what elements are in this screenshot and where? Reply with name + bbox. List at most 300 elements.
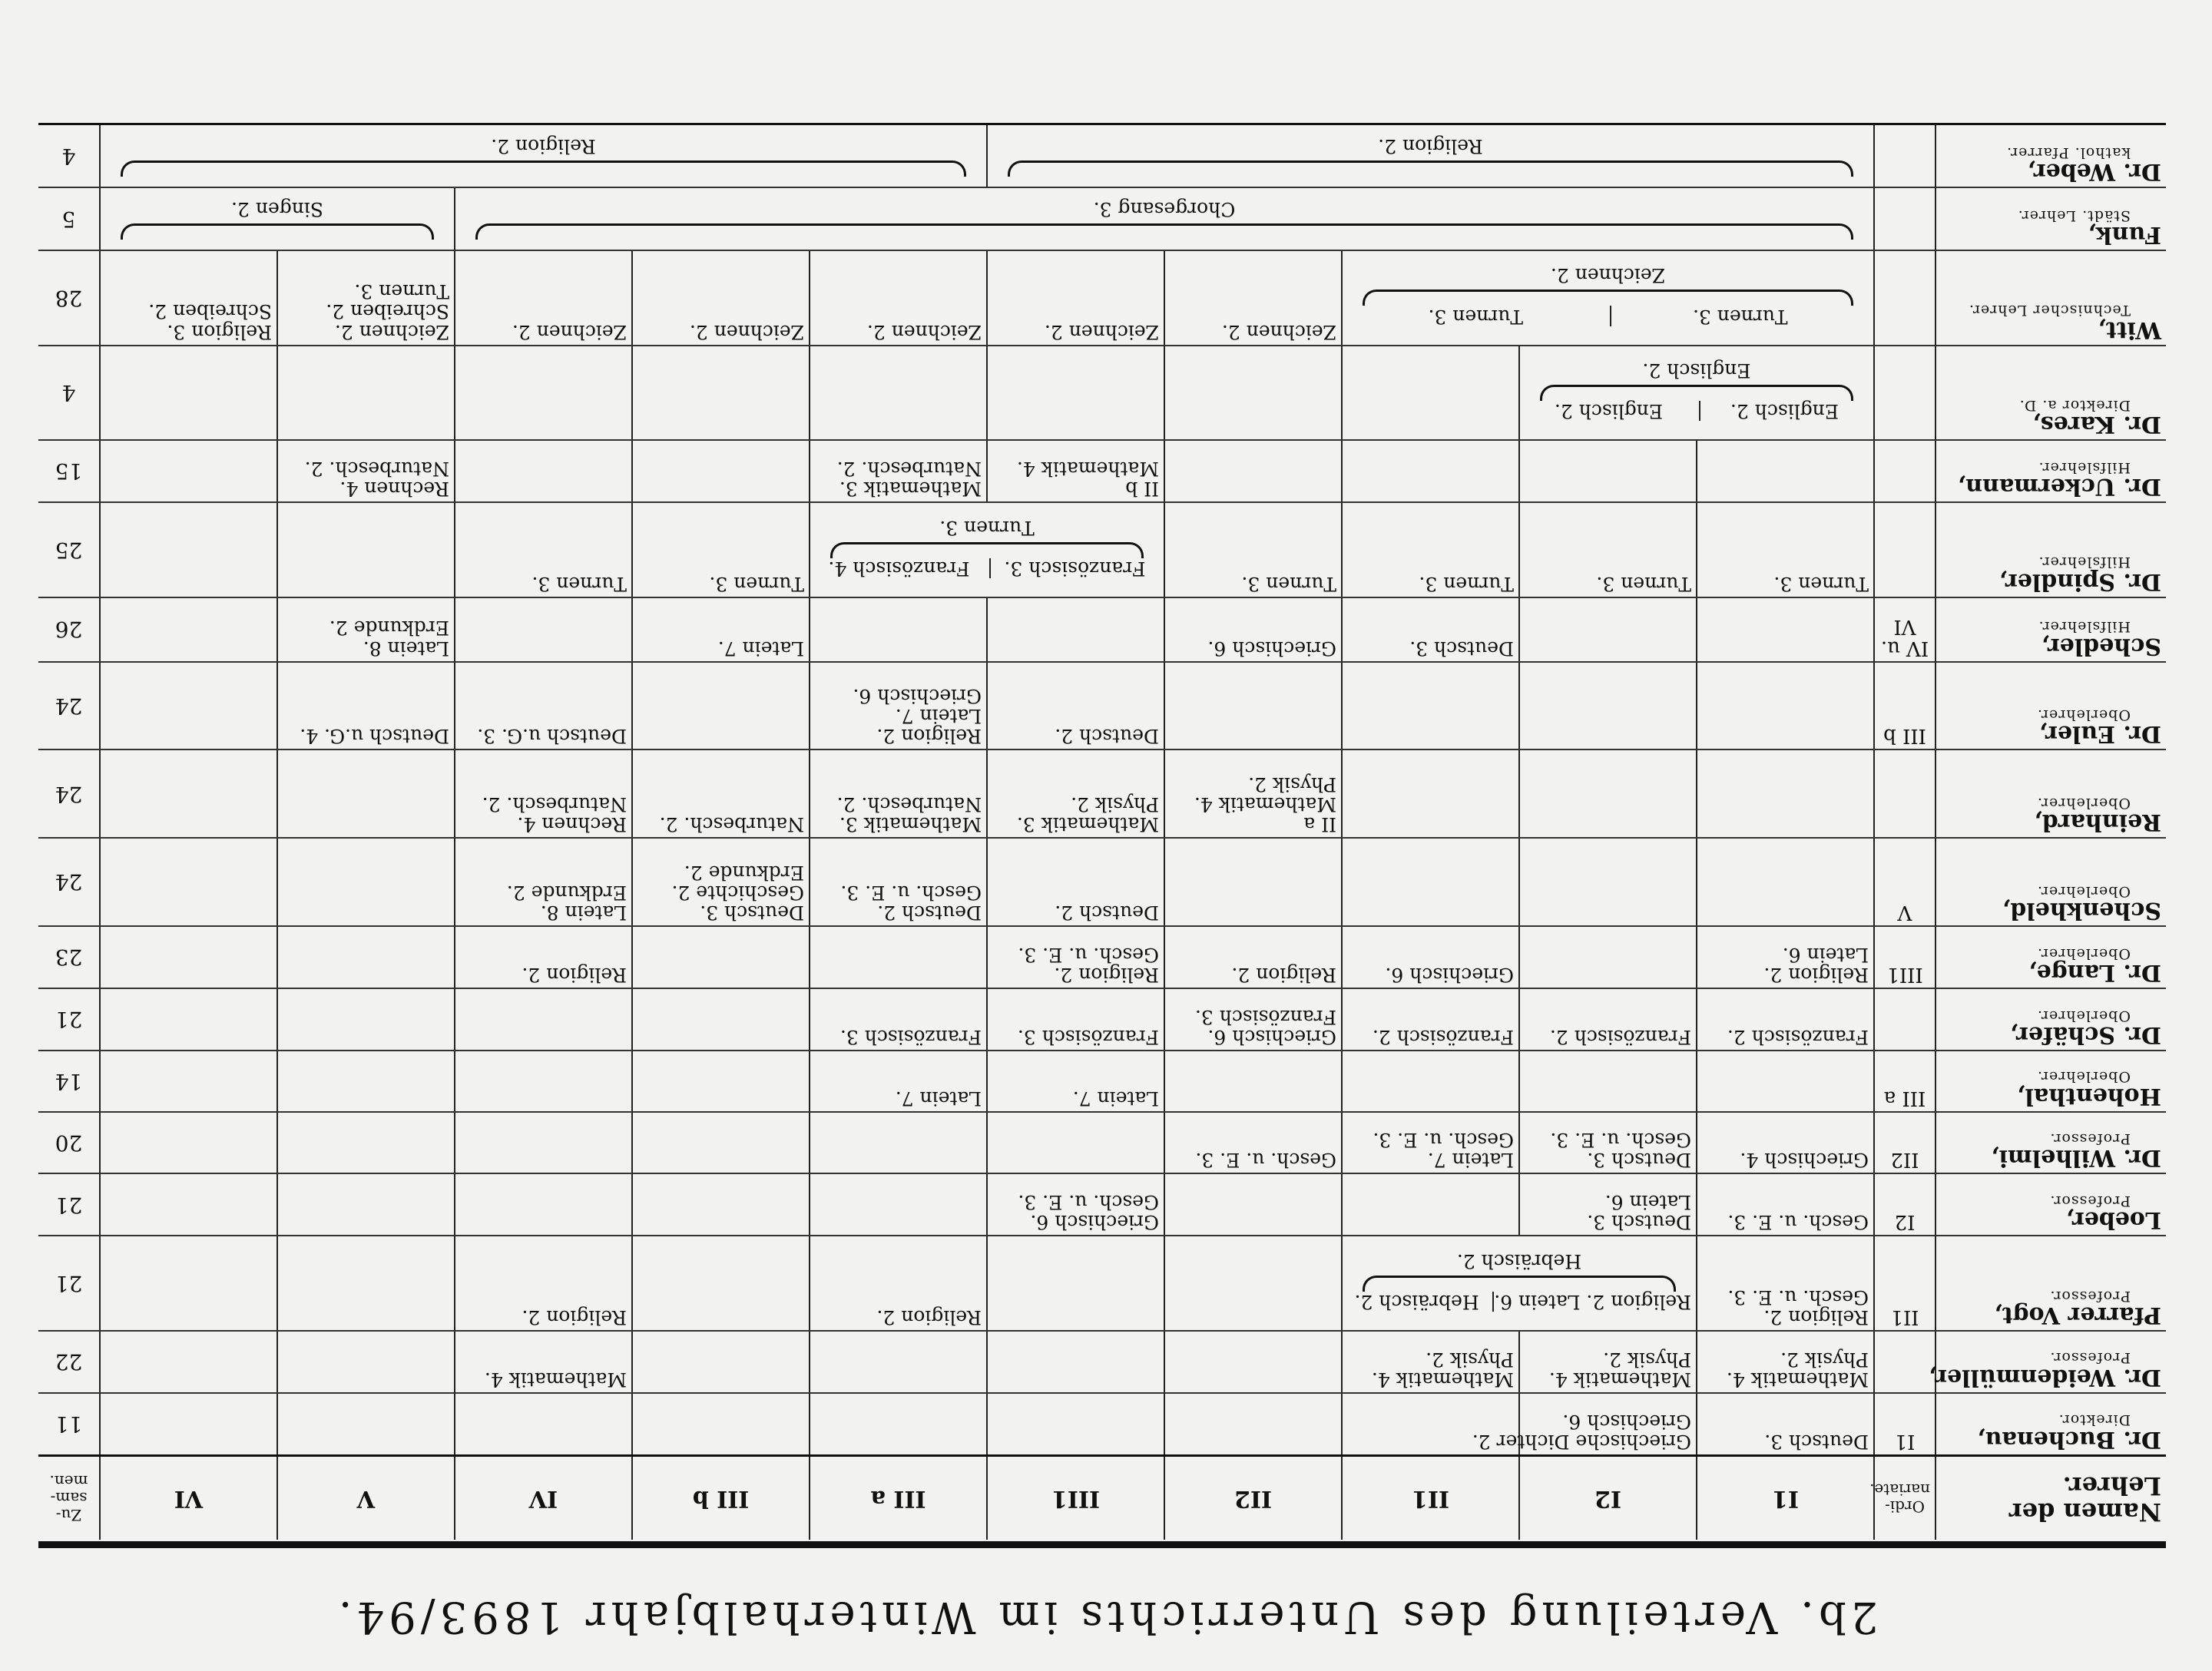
teacher-cell [1936,988,2166,1051]
lesson-cell [1342,597,1519,662]
column-header-ordinariate: Ordi- nariate. [1874,1456,1936,1540]
spanned-lesson-label: Turnen 3. [939,516,1035,539]
spanned-lesson [1342,250,1874,346]
cell-entry: Gesch. u. E. 3. [1550,1129,1691,1152]
cell-entry: Deutsch 2. [1055,902,1159,925]
lesson-cell [1697,1393,1874,1456]
teacher-row [38,124,2166,188]
teacher-row [38,988,2166,1051]
lesson-cell [277,838,455,926]
ordinariate-cell: III b [1874,662,1936,750]
cell-entry: Turnen 3. [1773,572,1869,595]
lesson-cell [100,749,277,838]
total-hours: 21 [38,988,100,1051]
cell-entry: Englisch 2. [1525,401,1700,421]
lesson-cell [455,597,632,662]
brace-mark [1363,290,1853,306]
lesson-cell [100,988,277,1051]
teacher-name: Dr. Lange, [2028,959,2161,987]
cell-entry: Latein 6. [1782,943,1869,966]
lesson-cell [810,597,987,662]
brace-mark [475,223,1853,240]
cell-entry: Zeichnen 2. [512,320,627,343]
lesson-cell [632,250,810,346]
column-header-class: III1 [987,1456,1164,1540]
cell-entry: Turnen 3. [1596,572,1691,595]
brace-mark [121,223,434,240]
cell-entry: Rechnen 4. [517,813,627,836]
lesson-cell [632,502,810,597]
lesson-cell [1519,838,1697,926]
ordinariate-cell [1874,749,1936,838]
cell-entry: Griechisch 4. [1740,1149,1869,1172]
cell-entry: Latein 8. [540,902,627,925]
cell-entry: Griechisch 6. [1207,637,1336,660]
cell-entry: Französisch 4. [815,558,991,578]
ordinariate-cell [1874,502,1936,597]
lesson-cell [277,502,455,597]
spanned-lesson [100,124,987,188]
total-hours: 20 [38,1112,100,1174]
cell-entry: Religion 2. [522,1306,627,1329]
teacher-row [38,1173,2166,1236]
cell-entry: Religion 2. Latein 6. [1494,1290,1691,1313]
lesson-cell [277,749,455,838]
lesson-cell [1164,1393,1342,1456]
teacher-cell [1936,926,2166,988]
total-hours: 23 [38,926,100,988]
spanned-lesson [1519,346,1874,441]
lesson-cell [277,1331,455,1393]
lesson-cell [632,597,810,662]
ordinariate-cell [1874,187,1936,250]
cell-entry: Französisch 2. [1549,1026,1691,1049]
teacher-row [38,250,2166,346]
teacher-role: Direktor. [2058,1411,2131,1429]
spanned-lesson [987,124,1874,188]
total-hours: 24 [38,662,100,750]
teacher-row [38,749,2166,838]
column-header-class: I2 [1519,1456,1697,1540]
lesson-cell [100,440,277,502]
lesson-cell [1342,440,1519,502]
cell-entry: Griechisch 6. [1207,1026,1336,1049]
column-header-class: II2 [1164,1456,1342,1540]
lesson-cell [100,1393,277,1456]
total-hours: 11 [38,1393,100,1456]
teacher-row [38,1331,2166,1393]
lesson-cell [277,1393,455,1456]
teacher-cell [1936,1236,2166,1331]
lesson-cell [1164,597,1342,662]
lesson-cell [1519,988,1697,1051]
lesson-cell [277,597,455,662]
teacher-name: Dr. Wilhelmi, [1991,1144,2161,1172]
lesson-cell [987,988,1164,1051]
cell-entry: Physik 2. [1426,1348,1514,1371]
spanned-lesson [455,187,1874,250]
teacher-name: Dr. Weber, [2027,158,2161,186]
cell-entry: Physik 2. [1780,1348,1869,1371]
brace-mark [830,542,1144,558]
teacher-row [38,926,2166,988]
cell-entry: Deutsch 3. [1587,1149,1691,1172]
lesson-cell [1697,502,1874,597]
lesson-cell [987,1051,1164,1112]
cell-entry: Griechisch 6. [853,684,982,707]
cell-entry: Zeichnen 2. [866,320,982,343]
cell-entry: Deutsch 3. [1409,637,1514,660]
teacher-name: Dr. Buchenau, [1977,1426,2161,1453]
total-hours: 26 [38,597,100,662]
cell-entry: Turnen 3. [354,280,449,303]
cell-entry: Mathematik 4. [484,1368,627,1391]
lesson-cell [1342,502,1519,597]
cell-entry: Hebräisch 2. [1347,1292,1494,1312]
lesson-cell [632,749,810,838]
teacher-cell [1936,250,2166,346]
cell-entry: Religion 2. [1763,964,1869,987]
teacher-role: Oberlehrer. [2037,1068,2131,1086]
teaching-plan-table [38,123,2166,1540]
column-header-class: V [277,1456,455,1540]
teacher-role: Hilfslehrer. [2038,554,2131,571]
cell-entry: Religion 2. [1231,964,1336,987]
cell-entry: Religion 2. [1763,1306,1869,1329]
lesson-cell [810,1051,987,1112]
lesson-cell [1342,749,1519,838]
ordinariate-cell: II2 [1874,1112,1936,1174]
cell-entry: Gesch. u. E. 3. [1195,1149,1336,1172]
lesson-cell [100,1173,277,1236]
teacher-role: Hilfslehrer. [2038,458,2131,476]
lesson-cell [632,1236,810,1331]
teacher-cell [1936,1173,2166,1236]
teacher-cell [1936,124,2166,188]
teacher-cell [1936,1112,2166,1174]
cell-entry: Religion 2. [876,725,982,748]
total-hours: 14 [38,1051,100,1112]
lesson-cell [987,838,1164,926]
total-hours: 25 [38,502,100,597]
lesson-cell [1697,597,1874,662]
cell-entry: Deutsch 2. [877,902,982,925]
teacher-name: Pfarrer Vogt, [1994,1302,2161,1329]
total-hours: 4 [38,346,100,441]
lesson-cell [987,749,1164,838]
lesson-cell [1342,1331,1519,1393]
teacher-cell [1936,187,2166,250]
cell-entry: Erdkunde 2. [684,861,804,884]
teacher-role: Professor. [2049,1349,2131,1367]
cell-entry: Französisch 2. [1727,1026,1869,1049]
lesson-cell [632,1393,810,1456]
cell-entry: Mathematik 4. [1194,793,1336,816]
cell-entry: Religion 2. [522,964,627,987]
cell-entry: Latein 8. [363,637,449,660]
total-hours: 22 [38,1331,100,1393]
lesson-cell [1519,1051,1697,1112]
cell-entry: Schreiben 2. [326,300,449,323]
cell-entry: Physik 2. [1248,773,1336,796]
teacher-name: Loeber, [2065,1206,2161,1234]
total-hours: 4 [38,124,100,188]
cell-entry: Mathematik 3. [1016,813,1159,836]
lesson-cell [987,597,1164,662]
lesson-cell [455,838,632,926]
lesson-cell [1164,346,1342,441]
teacher-row [38,502,2166,597]
teacher-cell [1936,597,2166,662]
lesson-cell [1697,749,1874,838]
teacher-row [38,346,2166,441]
lesson-cell [1164,1331,1342,1393]
teacher-row [38,1393,2166,1456]
cell-entry: Religion 2. [1054,964,1159,987]
teacher-row [38,1112,2166,1174]
lesson-cell [100,597,277,662]
lesson-cell [277,250,455,346]
cell-entry: Latein 7. [717,637,804,660]
teacher-name: Reinhard, [2034,809,2161,836]
lesson-cell [455,749,632,838]
cell-entry: Zeichnen 2. [334,320,449,343]
cell-entry: Religion 2. [876,1306,982,1329]
teacher-cell [1936,1051,2166,1112]
lesson-cell [277,926,455,988]
spanned-lesson-label: Englisch 2. [1642,359,1751,382]
cell-entry: Deutsch 2. [1055,725,1159,748]
lesson-cell [1519,926,1697,988]
cell-entry: Griechisch 6. [1385,964,1514,987]
lesson-cell [1472,1393,1697,1456]
teacher-cell [1936,1393,2166,1456]
teacher-cell [1936,749,2166,838]
lesson-cell [1519,662,1697,750]
lesson-cell [632,440,810,502]
cell-entry: Zeichnen 2. [689,320,804,343]
header-rule [38,1541,2166,1548]
lesson-cell [1697,926,1874,988]
lesson-cell [1697,1331,1874,1393]
ordinariate-cell: IV u. VI [1874,597,1936,662]
cell-entry: Erdkunde 2. [329,617,449,640]
split-lessons [1525,401,1869,421]
cell-entry: Deutsch 3. [700,902,804,925]
lesson-cell [277,662,455,750]
lesson-cell [632,988,810,1051]
cell-entry: Latein 7. [1072,1087,1159,1110]
lesson-cell [1164,926,1342,988]
ordinariate-cell: I2 [1874,1173,1936,1236]
lesson-cell [1697,1173,1874,1236]
brace-mark [121,160,966,177]
cell-entry: Deutsch u.G. 4. [300,725,449,748]
ordinariate-cell: V [1874,838,1936,926]
lesson-cell [987,1173,1164,1236]
lesson-cell [100,662,277,750]
cell-entry: Griechisch 6. [1562,1410,1691,1433]
teacher-cell [1936,838,2166,926]
spanned-lesson-label: Religion 2. [1378,134,1483,157]
teacher-role: Oberlehrer. [2037,706,2131,723]
spanned-lesson-label: Religion 2. [491,134,596,157]
teacher-name: Dr. Uckermann, [1957,473,2161,501]
teacher-name: Schenkheld, [2002,897,2161,925]
cell-entry: Mathematik 4. [1016,458,1159,480]
teacher-role: Direktor a. D. [2018,396,2131,414]
total-hours: 28 [38,250,100,346]
lesson-cell [1342,1051,1519,1112]
cell-entry: Erdkunde 2. [506,881,627,904]
ordinariate-cell [1874,124,1936,188]
lesson-cell [632,1112,810,1174]
lesson-cell [455,1173,632,1236]
lesson-cell [810,1393,987,1456]
lesson-cell [1164,440,1342,502]
lesson-cell [987,1236,1164,1331]
teacher-name: Dr. Kares, [2032,411,2161,438]
cell-entry: Französisch 3. [1194,1005,1336,1028]
cell-entry: Rechnen 4. [339,478,449,501]
page-title: 2b. Verteilung des Unterrichts im Winterhalbjahr 1893/94. [333,1592,1879,1642]
cell-entry: Deutsch 3. [1587,1211,1691,1234]
table-body [38,124,2166,1456]
cell-entry: Turnen 3. [1419,572,1514,595]
lesson-cell [455,1236,632,1331]
cell-entry: Latein 7. [1427,1149,1514,1172]
lesson-cell [987,1112,1164,1174]
cell-entry: Englisch 2. [1730,400,1839,423]
cell-entry: Deutsch u.G. 3. [477,725,627,748]
column-header-names: Namen der Lehrer. [1936,1456,2166,1540]
total-hours: 24 [38,838,100,926]
lesson-cell [987,440,1164,502]
lesson-cell [810,1236,987,1331]
brace-mark [1363,1276,1676,1292]
teacher-name: Schedler, [2041,632,2161,660]
cell-entry: Latein 7. [895,1087,982,1110]
cell-entry: Naturbesch. 2. [659,813,804,836]
lesson-cell [277,1112,455,1174]
lesson-cell [1164,502,1342,597]
lesson-cell [1519,1112,1697,1174]
teacher-role: Oberlehrer. [2037,882,2131,900]
teacher-name: Dr. Euler, [2038,720,2161,748]
spanned-lesson-label: Chorgesang 3. [1093,197,1236,220]
ordinariate-cell [1874,346,1936,441]
lesson-cell [455,440,632,502]
cell-entry: II a [1303,813,1336,836]
teacher-name: Witt, [2098,316,2161,343]
brace-mark [1008,160,1853,177]
cell-entry: Naturbesch. 2. [304,458,449,480]
cell-entry: Griechische Dichter 2. [1472,1431,1691,1453]
lesson-cell [1697,838,1874,926]
lesson-cell [100,1236,277,1331]
lesson-cell [987,346,1164,441]
lesson-cell [810,250,987,346]
total-hours: 21 [38,1236,100,1331]
cell-entry: Turnen 3. [709,572,804,595]
teacher-name: Dr. Spindler, [1998,567,2161,595]
total-hours: 24 [38,749,100,838]
teacher-role: Oberlehrer. [2037,945,2131,962]
total-hours: 15 [38,440,100,502]
split-lessons [1347,1292,1691,1312]
cell-entry: Französisch 2. [1372,1026,1514,1049]
teacher-role: Professor. [2049,1130,2131,1147]
lesson-cell [1164,988,1342,1051]
teacher-cell [1936,662,2166,750]
cell-entry: Mathematik 4. [1371,1368,1514,1391]
lesson-cell [1164,250,1342,346]
column-header-class: III a [810,1456,987,1540]
cell-entry: Latein 6. [1604,1191,1691,1214]
lesson-cell [1697,662,1874,750]
header-row [38,1456,2166,1540]
column-header-total: Zu- sam- men. [38,1456,100,1540]
column-header-class: III b [632,1456,810,1540]
column-header-class: IV [455,1456,632,1540]
lesson-cell [1519,597,1697,662]
spanned-lesson-label: Hebräisch 2. [1456,1249,1582,1272]
lesson-cell [1164,1112,1342,1174]
teacher-row [38,440,2166,502]
lesson-cell [455,346,632,441]
lesson-cell [1697,1112,1874,1174]
lesson-cell [455,1051,632,1112]
lesson-cell [1342,988,1519,1051]
cell-entry: Mathematik 4. [1726,1368,1869,1391]
lesson-cell [455,926,632,988]
cell-entry: Geschichte 2. [671,881,804,904]
teacher-role: Technischer Lehrer. [1968,302,2131,319]
lesson-cell [455,1393,632,1456]
lesson-cell [455,662,632,750]
cell-entry: Latein 7. [895,705,982,728]
lesson-cell [810,440,987,502]
lesson-cell [277,1173,455,1236]
lesson-cell [632,1173,810,1236]
ordinariate-cell [1874,988,1936,1051]
teacher-name: Dr. Weidenmüller, [1928,1363,2161,1391]
lesson-cell [987,926,1164,988]
cell-entry: Naturbesch. 2. [836,793,982,816]
lesson-cell [632,662,810,750]
lesson-cell [1164,1173,1342,1236]
lesson-cell [810,1112,987,1174]
spanned-lesson [1342,1236,1697,1331]
cell-entry: Zeichnen 2. [1044,320,1159,343]
lesson-cell [277,988,455,1051]
lesson-cell [1164,838,1342,926]
lesson-cell [1519,502,1697,597]
lesson-cell [100,346,277,441]
lesson-cell [1342,838,1519,926]
split-lessons [815,558,1159,578]
split-lessons [1347,306,1869,326]
lesson-cell [277,1051,455,1112]
brace-mark [1540,385,1853,401]
teacher-name: Funk, [2088,221,2161,249]
cell-entry: Physik 2. [1603,1348,1691,1371]
lesson-cell [987,1393,1164,1456]
lesson-cell [100,1112,277,1174]
lesson-cell [455,502,632,597]
cell-entry: Griechisch 6. [1030,1211,1159,1234]
spanned-lesson-label: Singen 2. [231,197,323,220]
